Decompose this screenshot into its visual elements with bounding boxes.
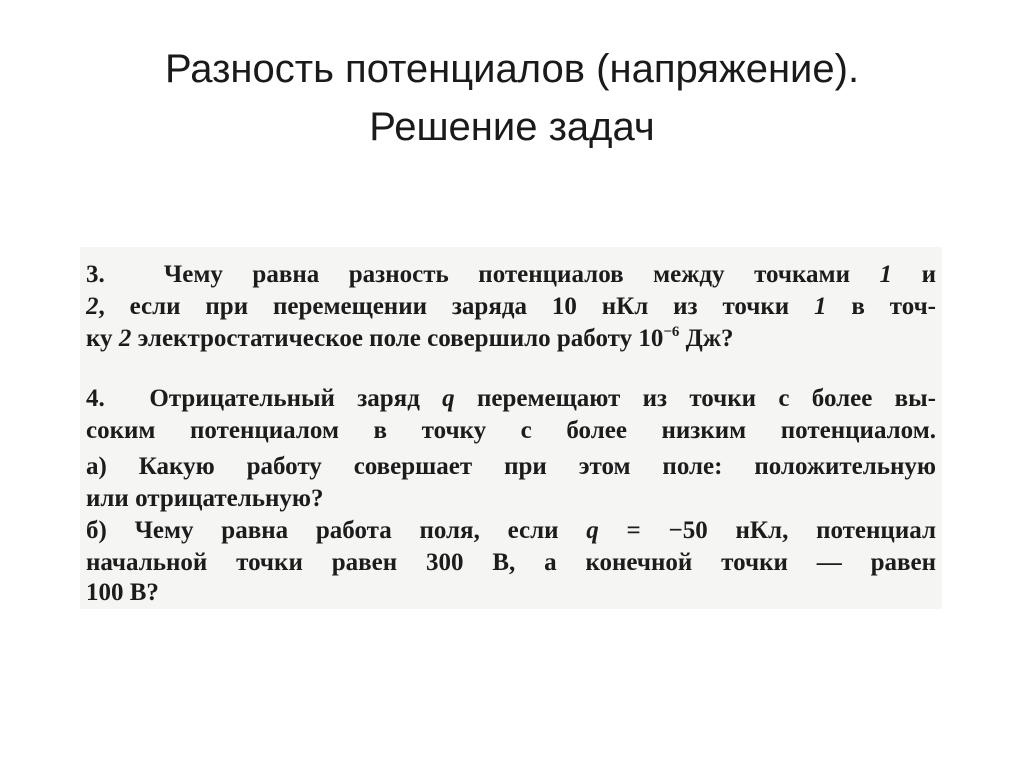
problem-3-line-2: 2, если при перемещении заряда 10 нКл из точки 1 в точ-	[86, 293, 936, 320]
problem-4-line-2: соким потенциалом в точку с более низким потенциалом.	[86, 417, 936, 444]
title-line-2: Решение задач	[369, 105, 655, 149]
problem-3-number: 3.	[86, 261, 105, 288]
problem-3-line-3: ку 2 электростатическое поле совершило работу $10^{-6}$ Дж?	[86, 324, 734, 352]
problem-4-question-b-line-1: б) Чему равна работа поля, если q = −50 нКл, потенциал	[86, 517, 936, 544]
problem-4-question-a-line-2: или отрицательную?	[86, 485, 324, 512]
problem-scan-image	[80, 247, 942, 609]
title-line-1: Разность потенциалов (напряжение).	[164, 47, 860, 91]
problem-4-question-b-line-2: начальной точки равен 300 В, а конечной точки — равен	[86, 549, 936, 576]
problem-4-line-1: 4. Отрицательный заряд q перемещают из точки с более вы-	[86, 385, 936, 412]
problem-4-question-a-line-1: а) Какую работу совершает при этом поле: положительную	[86, 453, 936, 480]
problem-3-line-1: 3. Чему равна разность потенциалов между точками 1 и	[86, 261, 936, 288]
problem-4-question-b-line-3: 100 В?	[86, 579, 159, 606]
problem-4-number: 4.	[86, 385, 105, 412]
slide-title	[60, 40, 964, 156]
